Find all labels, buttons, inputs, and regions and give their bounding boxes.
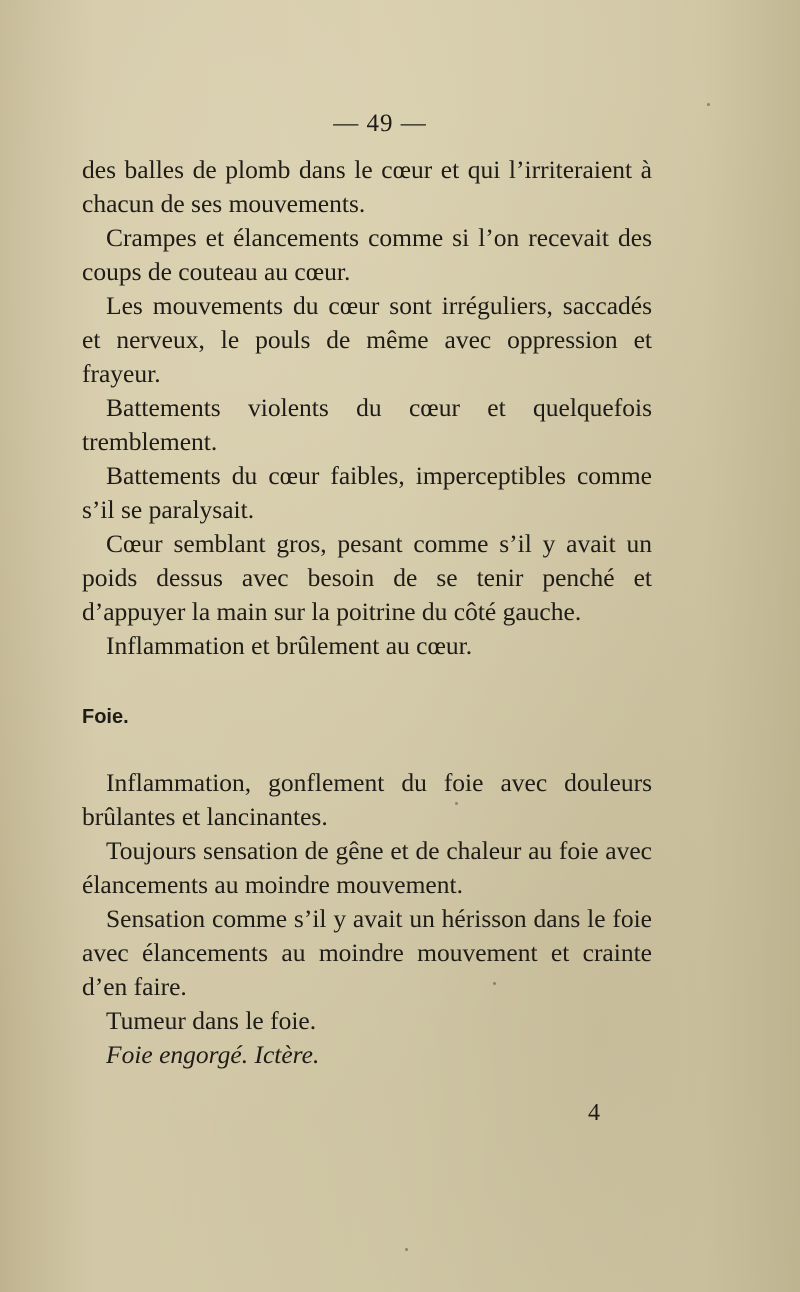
paper-speck xyxy=(455,802,458,805)
signature-mark: 4 xyxy=(588,1100,600,1126)
paragraph: Cœur semblant gros, pesant comme s’il y avait un poids dessus avec besoin de se tenir penché et d’appuyer la main sur la poitrine du côté gauche. xyxy=(82,529,652,626)
paragraph: Les mouvements du cœur sont irréguliers, saccadés et nerveux, le pouls de même avec oppression et frayeur. xyxy=(82,291,652,388)
paragraph: Inflammation et brûlement au cœur. xyxy=(106,631,473,660)
paper-speck xyxy=(493,982,496,985)
paper-speck xyxy=(405,1248,408,1251)
paragraph-italic: Foie engorgé. Ictère. xyxy=(106,1040,320,1069)
section-heading: Foie. xyxy=(82,706,129,728)
paragraph: Crampes et élancements comme si l’on recevait des coups de couteau au cœur. xyxy=(82,223,652,286)
paragraph: Tumeur dans le foie. xyxy=(106,1006,317,1035)
paragraph: Battements du cœur faibles, imperceptibles comme s’il se paralysait. xyxy=(82,461,652,524)
paragraph: Toujours sensation de gêne et de chaleur au foie avec élancements au moindre mouvement. xyxy=(82,836,652,899)
page-text xyxy=(82,153,652,1072)
paragraph: Sensation comme s’il y avait un hérisson dans le foie avec élancements au moindre mouvement et crainte d’en faire. xyxy=(82,904,652,1001)
paper-speck xyxy=(707,103,710,106)
page-number: — 49 — xyxy=(333,110,427,137)
paragraph: Inflammation, gonflement du foie avec douleurs brûlantes et lancinantes. xyxy=(82,768,652,831)
paragraph-continued: des balles de plomb dans le cœur et qui l’irriteraient à chacun de ses mouvements. xyxy=(82,155,652,218)
paragraph: Battements violents du cœur et quelquefois tremblement. xyxy=(82,393,652,456)
